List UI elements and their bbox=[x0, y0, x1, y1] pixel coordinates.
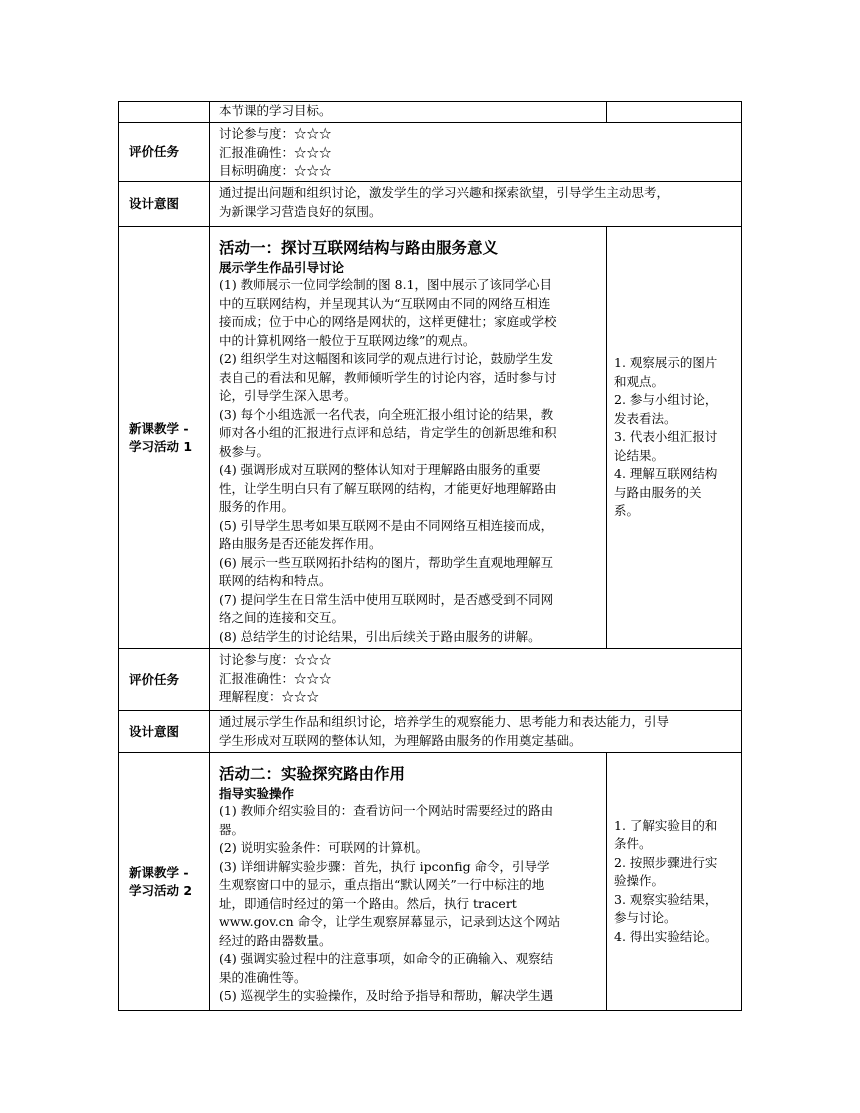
top-text-cell bbox=[210, 102, 607, 123]
activity1-para: (1) 教师展示一位同学绘制的图 8.1，图中展示了该同学心目 中的互联网结构，并呈现其认为“互联网由不同的网络互相连 接而成；位于中心的网络是网状的，这样更健壮；家庭或学校 中的计算机网络一般位于互联网边缘”的观点。 bbox=[219, 277, 557, 348]
table-row bbox=[119, 123, 742, 182]
eval1-line: 讨论参与度：☆☆☆ bbox=[219, 126, 332, 141]
activity2-content bbox=[210, 753, 607, 1011]
eval2-label: 评价任务 bbox=[129, 671, 180, 687]
activity1-para: (5) 引导学生思考如果互联网不是由不同网络互相连接而成， 路由服务是否还能发挥作用。 bbox=[219, 517, 554, 551]
table-row bbox=[119, 227, 742, 649]
activity2-para: (5) 巡视学生的实验操作，及时给予指导和帮助，解决学生遇 bbox=[219, 988, 554, 1003]
lesson-plan-table bbox=[118, 101, 742, 1011]
row-label-empty bbox=[119, 102, 210, 123]
activity1-content bbox=[210, 227, 607, 649]
table-row bbox=[119, 753, 742, 1011]
activity1-para: (7) 提问学生在日常生活中使用互联网时，是否感受到不同网 络之间的连接和交互。 bbox=[219, 591, 554, 625]
intent1-label-cell bbox=[119, 182, 210, 227]
table-row bbox=[119, 182, 742, 227]
eval2-line: 汇报准确性：☆☆☆ bbox=[219, 670, 332, 686]
row-right-empty bbox=[607, 102, 742, 123]
activity2-label-line: 学习活动 2 bbox=[129, 882, 193, 898]
intent2-label: 设计意图 bbox=[129, 723, 180, 739]
activity2-para: (1) 教师介绍实验目的：查看访问一个网站时需要经过的路由 器。 bbox=[219, 803, 554, 837]
activity2-para: (4) 强调实验过程中的注意事项，如命令的正确输入、观察结 果的准确性等。 bbox=[219, 951, 554, 985]
intent2-label-cell bbox=[119, 711, 210, 753]
activity2-label-cell bbox=[119, 753, 210, 1011]
activity1-subtitle: 展示学生作品引导讨论 bbox=[219, 260, 345, 275]
activity1-student-list: 1. 观察展示的图片 和观点。 2. 参与小组讨论， 发表看法。 3. 代表小组汇报讨 论结果。 4. 理解互联网结构 与路由服务的关 系。 bbox=[614, 355, 718, 519]
intent2-line: 通过展示学生作品和组织讨论，培养学生的观察能力、思考能力和表达能力，引导 bbox=[219, 714, 670, 729]
activity2-label-line: 新课教学 - bbox=[129, 864, 189, 880]
activity1-para: (4) 强调形成对互联网的整体认知对于理解路由服务的重要 性，让学生明白只有了解互联网的结构，才能更好地理解路由 服务的作用。 bbox=[219, 462, 557, 514]
eval1-label: 评价任务 bbox=[129, 144, 180, 159]
intent2-line: 学生形成对互联网的整体认知，为理解路由服务的作用奠定基础。 bbox=[219, 732, 582, 748]
activity2-student-list: 1. 了解实验目的和 条件。 2. 按照步骤进行实 验操作。 3. 观察实验结果， 参与讨论。 4. 得出实验结论。 bbox=[614, 817, 718, 944]
eval1-line: 汇报准确性：☆☆☆ bbox=[219, 144, 332, 160]
activity1-body bbox=[210, 276, 606, 646]
eval2-label-cell bbox=[119, 649, 210, 711]
activity2-para: (3) 详细讲解实验步骤：首先，执行 ipconfig 命令，引导学 生观察窗口中的显示，重点指出“默认网关”一行中标注的地 址，即通信时经过的第一个路由。然后，执行 tracert www.gov.cn 命令，让学生观察屏幕显示，记录到达这个网站 经过的路由器数量。 bbox=[219, 858, 561, 948]
intent2-content bbox=[210, 711, 742, 753]
eval2-line: 讨论参与度：☆☆☆ bbox=[219, 652, 332, 667]
table-row bbox=[119, 711, 742, 753]
eval2-content bbox=[210, 649, 742, 711]
intent1-label: 设计意图 bbox=[129, 196, 180, 211]
activity1-para: (2) 组织学生对这幅图和该同学的观点进行讨论，鼓励学生发 表自己的看法和见解，教师倾听学生的讨论内容，适时参与讨 论，引导学生深入思考。 bbox=[219, 351, 557, 403]
intent1-content bbox=[210, 182, 742, 227]
activity1-para: (3) 每个小组选派一名代表，向全班汇报小组讨论的结果，教 师对各小组的汇报进行点评和总结，肯定学生的创新思维和积 极参与。 bbox=[219, 406, 557, 459]
intent1-line: 通过提出问题和组织讨论，激发学生的学习兴趣和探索欲望，引导学生主动思考， bbox=[219, 185, 670, 200]
table-row bbox=[119, 102, 742, 123]
activity2-subtitle: 指导实验操作 bbox=[219, 786, 295, 801]
activity1-label-line: 学习活动 1 bbox=[129, 438, 193, 454]
activity1-para: (6) 展示一些互联网拓扑结构的图片，帮助学生直观地理解互 联网的结构和特点。 bbox=[219, 554, 554, 588]
eval2-line: 理解程度：☆☆☆ bbox=[219, 689, 320, 704]
activity1-label-cell bbox=[119, 227, 210, 649]
activity2-para: (2) 说明实验条件：可联网的计算机。 bbox=[219, 840, 429, 855]
eval1-line: 目标明确度：☆☆☆ bbox=[219, 163, 332, 178]
activity1-title: 活动一：探讨互联网结构与路由服务意义 bbox=[219, 239, 499, 257]
eval1-content bbox=[210, 123, 742, 182]
table-row bbox=[119, 649, 742, 711]
top-text: 本节课的学习目标。 bbox=[219, 103, 332, 118]
activity1-student-cell bbox=[607, 227, 742, 649]
activity1-label-line: 新课教学 - bbox=[129, 420, 189, 436]
activity2-student-cell bbox=[607, 753, 742, 1011]
activity2-body bbox=[210, 802, 606, 1006]
eval1-label-cell bbox=[119, 123, 210, 182]
activity2-title: 活动二：实验探究路由作用 bbox=[219, 765, 406, 783]
activity1-para: (8) 总结学生的讨论结果，引出后续关于路由服务的讲解。 bbox=[219, 628, 541, 644]
intent1-line: 为新课学习营造良好的氛围。 bbox=[219, 203, 382, 219]
